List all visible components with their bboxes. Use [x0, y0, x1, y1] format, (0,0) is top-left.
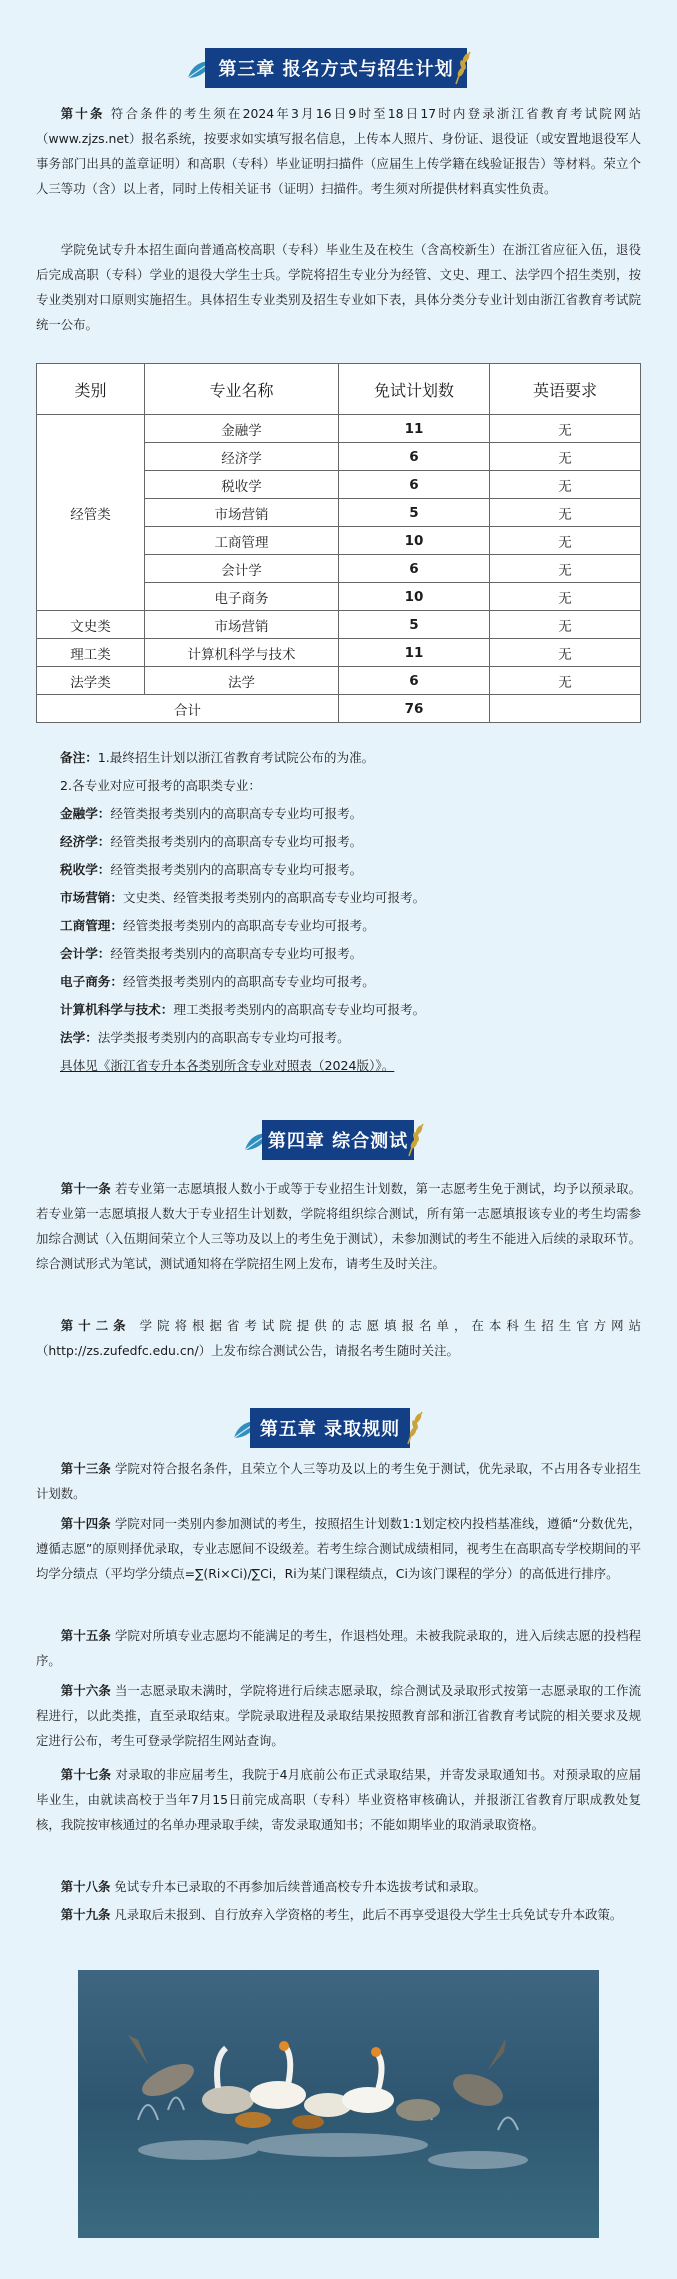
article-14: [36, 1511, 641, 1586]
plan-cell: 11: [339, 639, 490, 667]
article-number: 第十七条: [60, 1767, 112, 1782]
english-cell: 无: [490, 527, 641, 555]
english-cell: 无: [490, 611, 641, 639]
article-text: 对录取的非应届考生，我院于4月底前公布正式录取结果，并寄发录取通知书。对预录取的应届毕业生，由就读高校于当年7月15日前完成高职（专科）毕业资格审核确认，并报浙江省教育厅职成教处复核，我院按审核通过的名单办理录取手续，寄发录取通知书；不能如期毕业的取消录取资格。: [36, 1767, 641, 1832]
article-text: 学院对同一类别内参加测试的考生，按照招生计划数1:1划定校内投档基准线，遵循“分数优先，遵循志愿”的原则择优录取，专业志愿间不设级差。若考生综合测试成绩相同，视考生在高职高专学校期间的平均学分绩点（平均学分绩点=∑(Ri×Ci)/∑Ci，Ri为某门课程绩点，Ci为该门课程的学分）的高低进行排序。: [36, 1516, 641, 1581]
category-cell: 理工类: [37, 639, 145, 667]
note-line: [60, 744, 640, 772]
geese-photo: [78, 1970, 599, 2238]
header-plan: 免试计划数: [339, 364, 490, 415]
article-11: [36, 1176, 641, 1276]
article-18: [36, 1874, 641, 1899]
total-label: 合计: [37, 695, 339, 723]
english-cell: 无: [490, 499, 641, 527]
header-english: 英语要求: [490, 364, 641, 415]
article-text: 学院对所填专业志愿均不能满足的考生，作退档处理。未被我院录取的，进入后续志愿的投档程序。: [36, 1628, 641, 1668]
major-cell: 金融学: [145, 415, 339, 443]
note-line: [60, 772, 640, 800]
plan-cell: 6: [339, 667, 490, 695]
major-cell: 税收学: [145, 471, 339, 499]
table-row: [37, 415, 641, 443]
english-cell: 无: [490, 471, 641, 499]
article-text: 凡录取后未报到、自行放弃入学资格的考生，此后不再享受退役大学生士兵免试专升本政策。: [114, 1907, 623, 1922]
quota-table: [36, 363, 641, 723]
chapter-title: 第三章 报名方式与招生计划: [205, 48, 467, 88]
empty-cell: [490, 695, 641, 723]
major-cell: 市场营销: [145, 499, 339, 527]
article-text: 符合条件的考生须在2024年3月16日9时至18日17时内登录浙江省教育考试院网站（www.zjzs.net）报名系统，按要求如实填写报名信息，上传本人照片、身份证、退役证（或安置地退役军人事务部门出具的盖章证明）和高职（专科）毕业证明扫描件（应届生上传学籍在线验证报告）等材料。荣立个人三等功（含）以上者，同时上传相关证书（证明）扫描件。考生须对所提供材料真实性负责。: [36, 106, 641, 196]
article-19: [36, 1902, 641, 1927]
article-number: 第十五条: [60, 1628, 111, 1643]
note-label: 备注：: [60, 750, 98, 765]
article-number: 第十条: [60, 106, 105, 121]
chapter-5-header: [0, 1400, 677, 1452]
english-cell: 无: [490, 415, 641, 443]
english-cell: 无: [490, 443, 641, 471]
mapping-line: 税收学：经管类报考类别内的高职高专专业均可报考。: [60, 862, 363, 877]
mapping-line: 市场营销：文史类、经管类报考类别内的高职高专专业均可报考。: [60, 890, 426, 905]
article-16: [36, 1678, 641, 1753]
plan-cell: 6: [339, 443, 490, 471]
chapter-title: 第五章 录取规则: [250, 1408, 410, 1448]
table-header-row: [37, 364, 641, 415]
chapter-title: 第四章 综合测试: [262, 1120, 414, 1160]
article-text: 若专业第一志愿填报人数小于或等于专业招生计划数，第一志愿考生免于测试，均予以预录取。若专业第一志愿填报人数大于专业招生计划数，学院将组织综合测试，所有第一志愿填报该专业的考生均需参加综合测试（入伍期间荣立个人三等功及以上的考生免于测试），未参加测试的考生不能进入后续的录取环节。综合测试形式为笔试，测试通知将在学院招生网上发布，请考生及时关注。: [36, 1181, 641, 1271]
plan-cell: 6: [339, 471, 490, 499]
chapter-3-header: [0, 40, 677, 92]
major-cell: 会计学: [145, 555, 339, 583]
mapping-line: 电子商务：经管类报考类别内的高职高专专业均可报考。: [60, 974, 375, 989]
wheat-icon: [405, 1122, 427, 1158]
major-cell: 市场营销: [145, 611, 339, 639]
english-cell: 无: [490, 555, 641, 583]
header-category: 类别: [37, 364, 145, 415]
plan-cell: 6: [339, 555, 490, 583]
category-cell: 文史类: [37, 611, 145, 639]
mapping-line: 会计学：经管类报考类别内的高职高专专业均可报考。: [60, 946, 363, 961]
mapping-line: 金融学：经管类报考类别内的高职高专专业均可报考。: [60, 806, 363, 821]
table-row: [37, 611, 641, 639]
mapping-line: 法学：法学类报考类别内的高职高专专业均可报考。: [60, 1030, 350, 1045]
wheat-icon: [404, 1410, 426, 1446]
article-number: 第十九条: [60, 1907, 111, 1922]
article-17: [36, 1762, 641, 1837]
mapping-line: 经济学：经管类报考类别内的高职高专专业均可报考。: [60, 834, 363, 849]
english-cell: 无: [490, 667, 641, 695]
major-cell: 电子商务: [145, 583, 339, 611]
article-text: 学院将根据省考试院提供的志愿填报名单，在本科生招生官方网站（http://zs.zufedfc.edu.cn/）上发布综合测试公告，请报名考生随时关注。: [36, 1318, 642, 1358]
article-number: 第十六条: [60, 1683, 111, 1698]
header-major: 专业名称: [145, 364, 339, 415]
paragraph-text: 学院免试专升本招生面向普通高校高职（专科）毕业生及在校生（含高校新生）在浙江省应征入伍，退役后完成高职（专科）学业的退役大学生士兵。学院将招生专业分为经管、文史、理工、法学四个招生类别，按专业类别对口原则实施招生。具体招生专业类别及招生专业如下表，具体分类分专业计划由浙江省教育考试院统一公布。: [36, 242, 641, 332]
major-cell: 工商管理: [145, 527, 339, 555]
note-text: 2.各专业对应可报考的高职类专业：: [60, 778, 261, 793]
notes-block: [60, 744, 640, 1080]
article-13: [36, 1456, 641, 1506]
major-cell: 经济学: [145, 443, 339, 471]
total-value: 76: [339, 695, 490, 723]
article-10: [36, 101, 641, 201]
article-number: 第十三条: [60, 1461, 111, 1476]
table-row: [37, 639, 641, 667]
plan-cell: 11: [339, 415, 490, 443]
category-cell: 经管类: [37, 415, 145, 611]
major-cell: 计算机科学与技术: [145, 639, 339, 667]
plan-paragraph: [36, 237, 641, 337]
article-15: [36, 1623, 641, 1673]
article-12: [36, 1313, 641, 1363]
plan-cell: 5: [339, 611, 490, 639]
english-cell: 无: [490, 583, 641, 611]
mapping-line: 计算机科学与技术：理工类报考类别内的高职高专专业均可报考。: [60, 1002, 426, 1017]
table-total-row: [37, 695, 641, 723]
article-number: 第十一条: [60, 1181, 111, 1196]
note-text: 1.最终招生计划以浙江省教育考试院公布的为准。: [97, 750, 375, 765]
wheat-icon: [452, 50, 474, 86]
mapping-line: 工商管理：经管类报考类别内的高职高专专业均可报考。: [60, 918, 375, 933]
english-cell: 无: [490, 639, 641, 667]
plan-cell: 10: [339, 527, 490, 555]
chapter-4-header: [0, 1112, 677, 1164]
article-text: 学院对符合报名条件，且荣立个人三等功及以上的考生免于测试，优先录取，不占用各专业招生计划数。: [36, 1461, 641, 1501]
article-text: 当一志愿录取未满时，学院将进行后续志愿录取，综合测试及录取形式按第一志愿录取的工作流程进行，以此类推，直至录取结束。学院录取进程及录取结果按照教育部和浙江省教育考试院的相关要求及规定进行公布，考生可登录学院招生网站查询。: [36, 1683, 641, 1748]
table-row: [37, 667, 641, 695]
plan-cell: 5: [339, 499, 490, 527]
major-cell: 法学: [145, 667, 339, 695]
plan-cell: 10: [339, 583, 490, 611]
article-number: 第十二条: [60, 1318, 131, 1333]
article-number: 第十八条: [60, 1879, 111, 1894]
reference-link[interactable]: 具体见《浙江省专升本各类别所含专业对照表（2024版）》。: [60, 1058, 395, 1073]
article-text: 免试专升本已录取的不再参加后续普通高校专升本选拔考试和录取。: [114, 1879, 487, 1894]
category-cell: 法学类: [37, 667, 145, 695]
article-number: 第十四条: [60, 1516, 111, 1531]
